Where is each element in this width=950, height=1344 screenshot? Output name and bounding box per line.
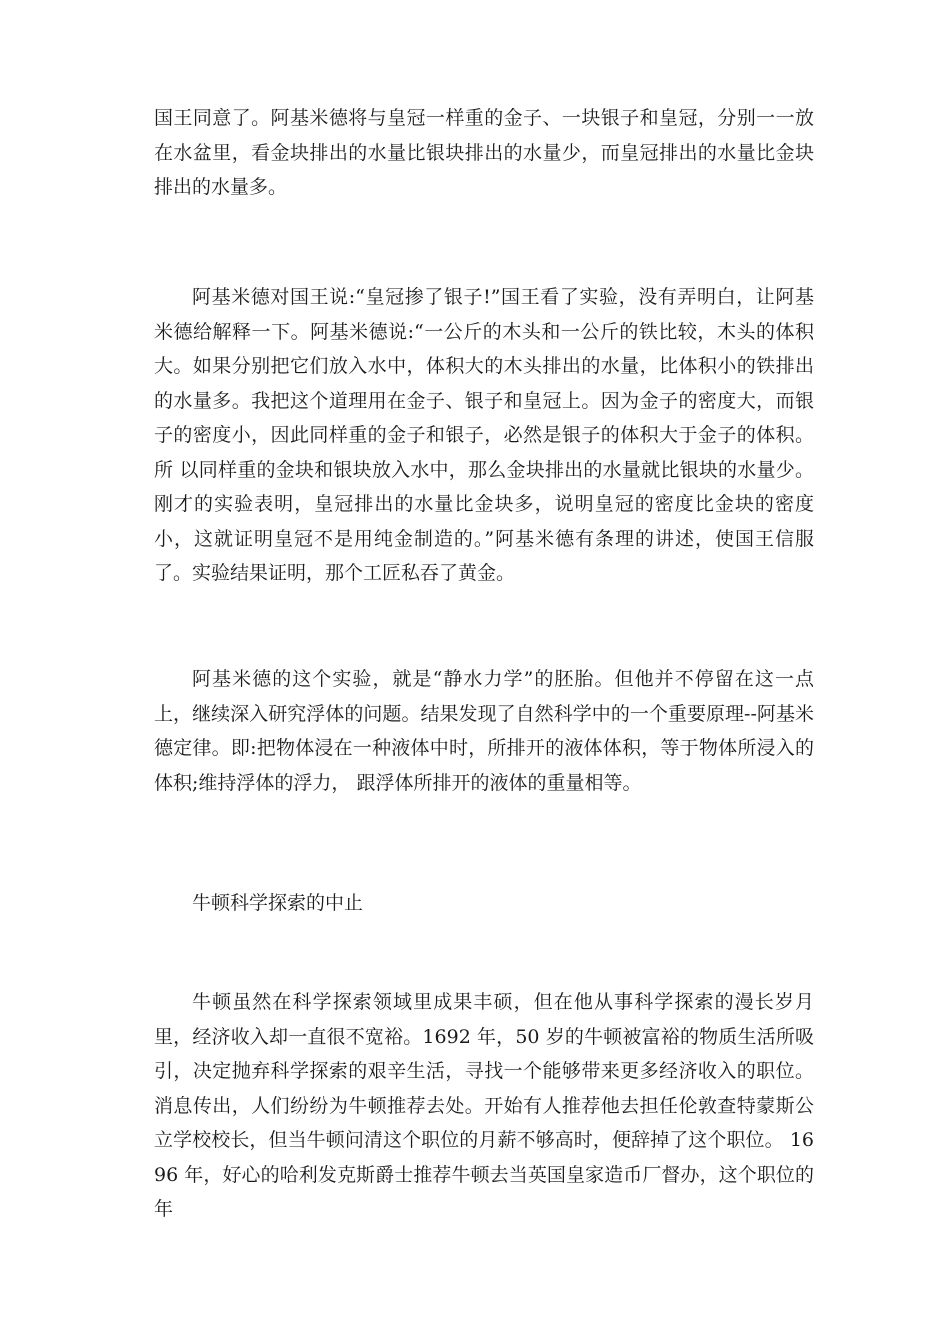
paragraph-newton-career: 牛顿虽然在科学探索领域里成果丰硕，但在他从事科学探索的漫长岁月里，经济收入却一直很不宽裕。1692 年，50 岁的牛顿被富裕的物质生活所吸引，决定抛弃科学探索的艰辛生活，寻找一个能够带来更多经济收入的职位。消息传出，人们纷纷为牛顿推荐去处。开始有人推荐他去担任伦敦查特蒙斯公立学校校长，但当牛顿问清这个职位的月薪不够高时，便辞掉了这个职位。 1696 年，好心的哈利发克斯爵士推荐牛顿去当英国皇家造币厂督办，这个职位的年 xyxy=(154,991,814,1220)
paragraph-archimedes-explanation: 阿基米德对国王说:“皇冠掺了银子!”国王看了实验，没有弄明白，让阿基米德给解释一下。阿基米德说:“一公斤的木头和一公斤的铁比较，木头的体积大。如果分别把它们放入水中，体积大的木头排出的水量，比体积小的铁排出的水量多。我把这个道理用在金子、银子和皇冠上。因为金子的密度大，而银子的密度小，因此同样重的金子和银子，必然是银子的体积大于金子的体积。所 以同样重的金块和银块放入水中，那么金块排出的水量就比银块的水量少。刚才的实验表明，皇冠排出的水量比金块多，说明皇冠的密度比金块的密度小，这就证明皇冠不是用纯金制造的。”阿基米德有条理的讲述，使国王信服了。实验结果证明，那个工匠私吞了黄金。 xyxy=(154,286,814,584)
section-heading-newton: 牛顿科学探索的中止 xyxy=(192,892,364,914)
paragraph-crown-experiment: 国王同意了。阿基米德将与皇冠一样重的金子、一块银子和皇冠，分别一一放在水盆里，看金块排出的水量比银块排出的水量少，而皇冠排出的水量比金块排出的水量多。 xyxy=(154,107,814,198)
paragraph-archimedes-principle: 阿基米德的这个实验，就是“静水力学”的胚胎。但他并不停留在这一点上，继续深入研究浮体的问题。结果发现了自然科学中的一个重要原理--阿基米德定律。即:把物体浸在一种液体中时，所排开的液体体积，等于物体所浸入的体积;维持浮体的浮力， 跟浮体所排开的液体的重量相等。 xyxy=(154,668,814,794)
